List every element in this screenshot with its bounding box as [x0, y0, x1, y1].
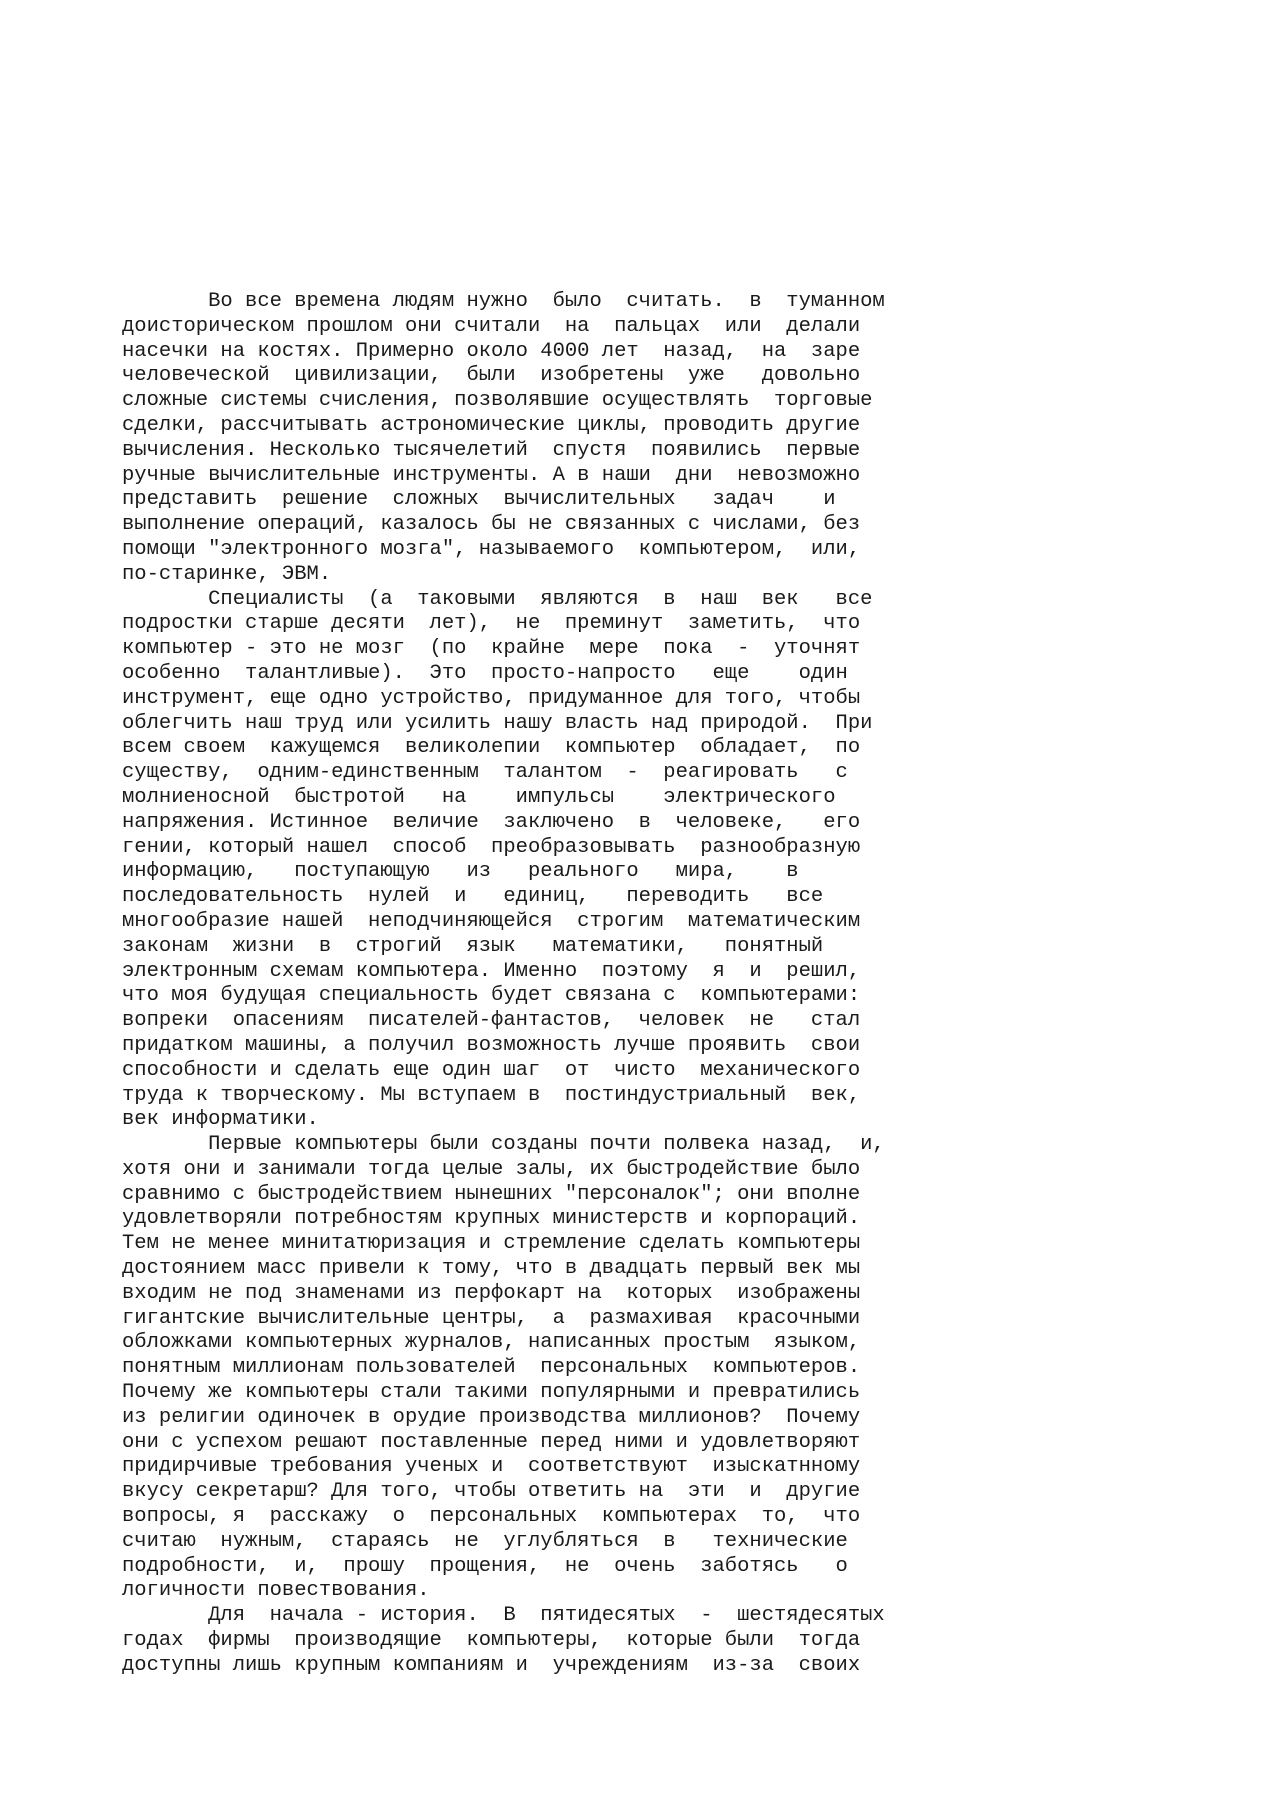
- text-line: хотя они и занимали тогда целые залы, их быстродействие было: [122, 1157, 861, 1181]
- text-line: что моя будущая специальность будет связана с компьютерами:: [122, 984, 861, 1008]
- text-line: придирчивые требования ученых и соответствуют изыскатнному: [122, 1455, 861, 1479]
- text-line: придатком машины, а получил возможность лучше проявить свои: [122, 1033, 861, 1057]
- text-line: сделки, рассчитывать астрономические циклы, проводить другие: [122, 413, 861, 437]
- text-line: электронным схемам компьютера. Именно поэтому я и решил,: [122, 959, 861, 983]
- text-line: насечки на костях. Примерно около 4000 лет назад, на заре: [122, 339, 861, 363]
- text-line: представить решение сложных вычислительных задач и: [122, 488, 836, 512]
- text-line: подростки старше десяти лет), не преминут заметить, что: [122, 612, 861, 636]
- text-line: Специалисты (а таковыми являются в наш век все: [122, 587, 873, 611]
- text-line: вопреки опасениям писателей-фантастов, человек не стал: [122, 1009, 861, 1033]
- text-line: подробности, и, прошу прощения, не очень заботясь о: [122, 1554, 848, 1578]
- document-body-text: [122, 290, 902, 1679]
- text-line: существу, одним-единственным талантом - реагировать с: [122, 761, 848, 785]
- text-line: Для начала - история. В пятидесятых - шестядесятых: [122, 1604, 885, 1628]
- text-line: компьютер - это не мозг (по крайне мере пока - уточнят: [122, 637, 861, 661]
- text-line: из религии одиночек в орудие производства миллионов? Почему: [122, 1405, 861, 1429]
- text-line: годах фирмы производящие компьютеры, которые были тогда: [122, 1629, 861, 1653]
- text-line: способности и сделать еще один шаг от чисто механического: [122, 1058, 861, 1082]
- text-line: обложками компьютерных журналов, написанных простым языком,: [122, 1331, 861, 1355]
- text-line: понятным миллионам пользователей персональных компьютеров.: [122, 1356, 861, 1380]
- text-line: век информатики.: [122, 1108, 319, 1132]
- text-line: многообразие нашей неподчиняющейся строгим математическим: [122, 909, 861, 933]
- text-line: последовательность нулей и единиц, переводить все: [122, 885, 824, 909]
- text-line: по-старинке, ЭВМ.: [122, 562, 332, 586]
- text-line: достоянием масс привели к тому, что в двадцать первый век мы: [122, 1257, 861, 1281]
- text-line: доступны лишь крупным компаниям и учреждениям из-за своих: [122, 1653, 861, 1677]
- text-line: вычисления. Несколько тысячелетий спустя появились первые: [122, 438, 861, 462]
- text-line: особенно талантливые). Это просто-напросто еще один: [122, 661, 848, 685]
- text-line: гигантские вычислительные центры, а размахивая красочными: [122, 1306, 861, 1330]
- text-line: вопросы, я расскажу о персональных компьютерах то, что: [122, 1505, 861, 1529]
- text-line: удовлетворяли потребностям крупных министерств и корпораций.: [122, 1207, 861, 1231]
- text-line: сложные системы счисления, позволявшие осуществлять торговые: [122, 389, 873, 413]
- text-line: труда к творческому. Мы вступаем в постиндустриальный век,: [122, 1083, 861, 1107]
- text-line: логичности повествования.: [122, 1579, 430, 1603]
- text-line: выполнение операций, казалось бы не связанных с числами, без: [122, 513, 861, 537]
- text-line: облегчить наш труд или усилить нашу власть над прирoдой. При: [122, 711, 873, 735]
- text-line: они с успехом решают поставленные перед ними и удовлетворяют: [122, 1430, 861, 1454]
- text-line: человеческой цивилизации, были изобретены уже довольно: [122, 364, 861, 388]
- text-line: входим не под знаменами из перфокарт на которых изображены: [122, 1281, 861, 1305]
- text-line: помощи "электронного мозга", называемого компьютером, или,: [122, 537, 861, 561]
- text-line: Во все времена людям нужно было считать. в туманном: [122, 290, 885, 313]
- text-line: всем своем кажущемся великолепии компьютер обладает, по: [122, 736, 861, 760]
- text-line: сравнимо с быстродействием нынешних "персоналок"; они вполне: [122, 1182, 861, 1206]
- text-line: гении, который нашел способ преобразовывать разнообразную: [122, 835, 861, 859]
- text-line: Почему же компьютеры стали такими популярными и превратились: [122, 1381, 861, 1405]
- text-line: информацию, поступающую из реального мира, в: [122, 860, 799, 884]
- text-line: Первые компьютеры были созданы почти полвека назад, и,: [122, 1133, 885, 1157]
- text-line: напряжения. Истинное величие заключено в человеке, его: [122, 810, 861, 834]
- text-line: инструмент, еще одно устройство, придуманное для того, чтобы: [122, 686, 861, 710]
- text-line: Тем не менее минитатюризация и стремление сделать компьютеры: [122, 1232, 861, 1256]
- text-line: ручные вычислительные инструменты. А в наши дни невозможно: [122, 463, 861, 487]
- text-line: вкусу секретарш? Для того, чтобы ответить на эти и другие: [122, 1480, 861, 1504]
- text-line: законам жизни в строгий язык математики, понятный: [122, 934, 824, 958]
- text-line: считаю нужным, стараясь не углубляться в технические: [122, 1529, 848, 1553]
- text-line: молниеносной быстротой на импульсы электрического: [122, 785, 836, 809]
- text-line: доисторическом прошлом они считали на пальцах или делали: [122, 314, 861, 338]
